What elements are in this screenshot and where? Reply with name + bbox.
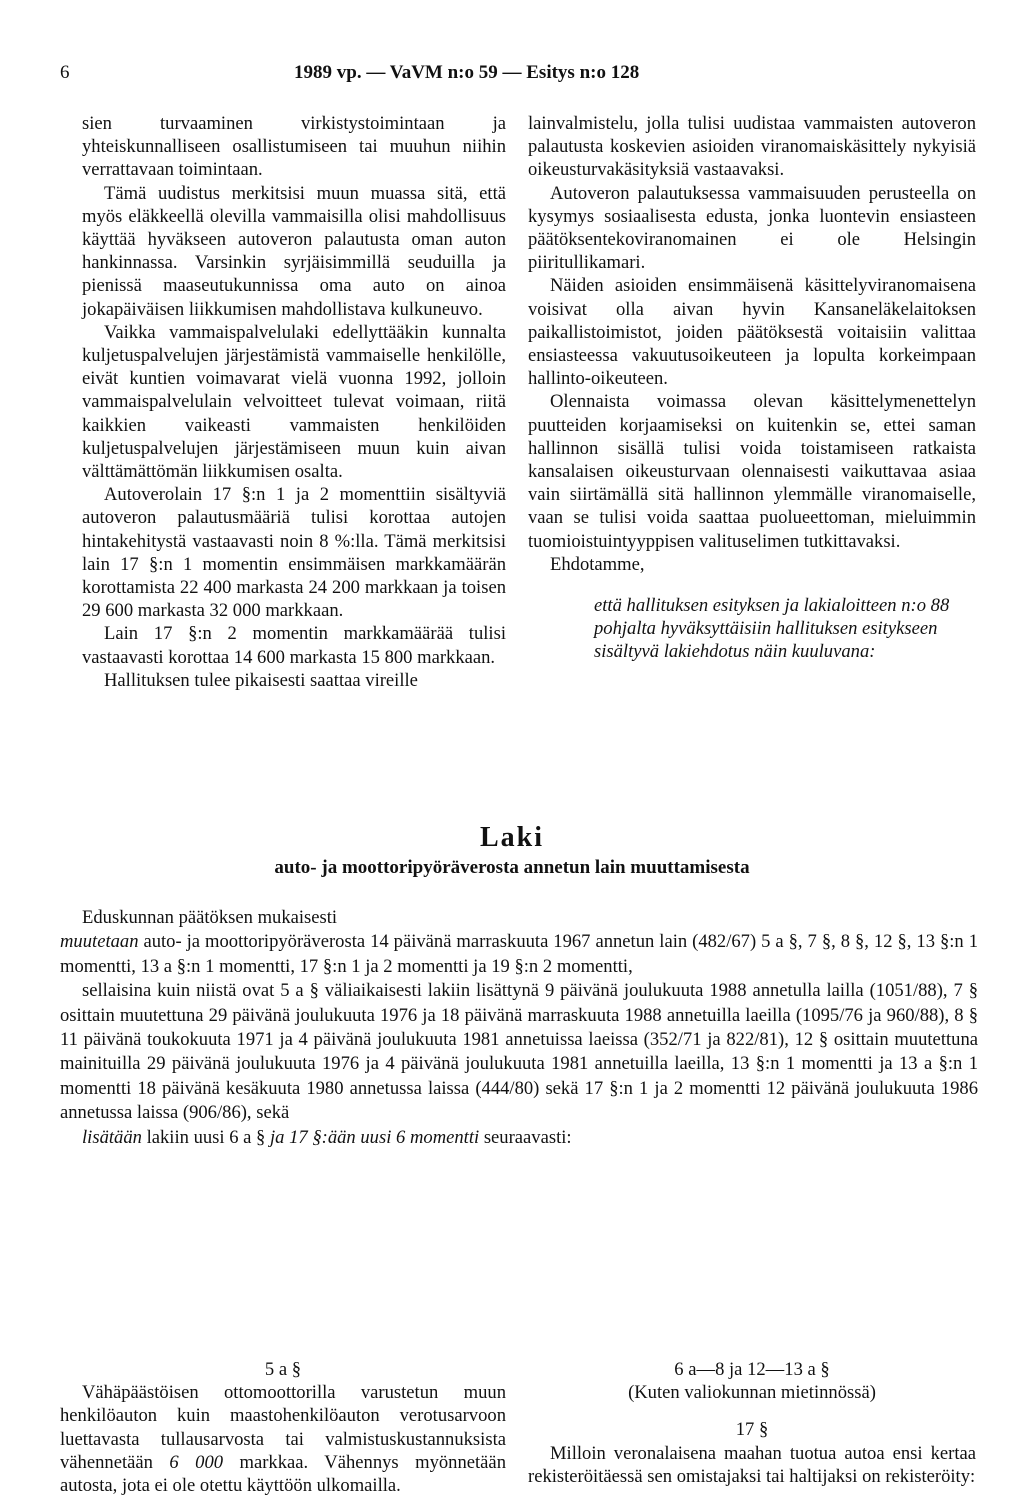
paragraph: sien turvaaminen virkistystoimintaan ja yhteiskunnalliseen osallistumiseen tai muuhun niihin verrattavaan toimintaan. (82, 113, 506, 181)
section-text (60, 1381, 506, 1497)
page-number: 6 (60, 62, 70, 83)
law-title: Laki (479, 822, 545, 853)
amended-word: muutetaan (60, 931, 139, 953)
section-text-part: markkaa. Vähennys myönnetään autosta, jota ei ole otettu käyttöön ulkomailla. (60, 1451, 506, 1497)
paragraph: Tämä uudistus merkitsisi muun muassa sitä, että myös eläkkeellä olevilla vammaisilla olisi mahdollisuus käyttää hyväkseen autoveron palautusta oman auton hankinnassa. Varsinkin syrjäisimmillä seuduilla ja pienissä maaseutukunnissa oma auto on ainoa jokapäiväisen liikkumisen mahdollistava kulkuneuvo. (82, 182, 506, 320)
paragraph: Vaikka vammaispalvelulaki edellyttääkin kunnalta kuljetuspalvelujen järjestämistä vammaiselle henkilölle, eivät kuntien voimavarat vielä vuonna 1992, jolloin vammaispalvelulain velvoitteet tulevat voimaan, riitä kaikkien vaikeasti vammaisten henkilöiden kuljetuspalvelujen järjestämiseen muun kuin aivan välttämättömän liikkumisen osalta. (82, 321, 506, 483)
paragraph: Olennaista voimassa olevan käsittelymenettelyn puutteiden korjaamiseksi on kuitenkin se, ettei saman hallinnon sisällä tulisi voida toistamiseen ratkaista kansalaisen oikeusturvaan olennaisesti vaikuttavaa asiaa vain siirtämällä sitä hallinnon ylemmälle viranomaiselle, vaan se tulisi voida saattaa puolueettoman, mieluimmin tuomioistuintyyppisen valituselimen tutkittavaksi. (528, 391, 976, 552)
section-heading: 17 § (735, 1419, 769, 1441)
paragraph: Näiden asioiden ensimmäisenä käsittelyviranomaisena voisivat olla aivan hyvin Kansaneläkelaitoksen paikallistoimistot, joiden päätöksestä voitaisiin valittaa ensiasteessa vakuutusoikeuteen ja lopulta korkeimpaan hallinto-oikeuteen. (528, 275, 976, 390)
paragraph: Autoveron palautuksessa vammaisuuden perusteella on kysymys sosiaalisesta edusta, jonka luontevin ensiasteen päätöksentekoviranomainen ei ole Helsingin piiritullikamari. (528, 182, 976, 274)
paragraph: Autoverolain 17 §:n 1 ja 2 momenttiin sisältyviä autoveron palautusmääriä tulisi korottaa autojen hintakehitystä vastaavasti noin 8 %:lla. Tämä merkitsisi lain 17 §:n 1 momentin ensimmäisen markkamäärän korottamista 22 400 markasta 24 200 markkaan ja toisen 29 600 markasta 32 000 markkaan. (82, 484, 506, 622)
amended-text: auto- ja moottoripyöräverosta 14 päivänä marraskuuta 1967 annetun lain (482/67) 5 a §, 7 §, 8 §, 12 §, 13 §:n 1 momentti, 13 a §:n 1 momentti, 17 §:n 1 ja 2 momentti ja 19 §:n 2 momentti, (60, 931, 978, 977)
added-italic-text: ja 17 §:ään uusi 6 momentti (270, 1126, 480, 1148)
page-header (60, 62, 970, 92)
added-word: lisätään (82, 1126, 142, 1148)
addition-paragraph (60, 1126, 978, 1150)
proposal-text: että hallituksen esityksen ja lakialoitteen n:o 88 pohjalta hyväksyttäisiin hallituksen esitykseen sisältyvä lakiehdotus näin kuuluvana: (594, 595, 950, 663)
right-column (528, 112, 976, 664)
amendment-paragraph (60, 930, 978, 979)
law-preamble (60, 906, 978, 1150)
section-heading: 6 a—8 ja 12—13 a § (674, 1359, 830, 1380)
sections-right (528, 1358, 976, 1488)
deduction-amount: 6 000 (169, 1451, 224, 1473)
added-text-end: seuraavasti: (479, 1126, 572, 1148)
section-text-part: Vähäpäästöisen ottomoottorilla varustetun muun henkilöauton kuin maastohenkilöauton verotusarvoon luettavasta tullausarvosta tai valmistuskustannuksista vähennetään (60, 1382, 506, 1473)
added-text: lakiin uusi 6 a § (141, 1126, 270, 1148)
law-subtitle: auto- ja moottoripyöräverosta annetun lain muuttamisesta (274, 857, 750, 878)
enacting-clause: Eduskunnan päätöksen mukaisesti (82, 907, 338, 928)
section-5a (60, 1358, 506, 1497)
paragraph: lainvalmistelu, jolla tulisi uudistaa vammaisten autoveron palautusta koskevien asioiden viranomaiskäsittely nykyisiä oikeusturvakäsityksiä vastaavaksi. (528, 113, 976, 181)
running-head: 1989 vp. — VaVM n:o 59 — Esitys n:o 128 (294, 62, 640, 83)
left-column (82, 112, 506, 692)
section-note: (Kuten valiokunnan mietinnössä) (628, 1382, 876, 1404)
paragraph: Lain 17 §:n 2 momentin markkamäärää tulisi vastaavasti korottaa 14 600 markasta 15 800 markkaan. (82, 623, 506, 668)
section-text: Milloin veronalaisena maahan tuotua autoa ensi kertaa rekisteröitäessä sen omistajaksi tai haltijaksi on rekisteröity: (528, 1442, 976, 1487)
paragraph: Hallituksen tulee pikaisesti saattaa vireille (104, 669, 418, 691)
paragraph: Ehdotamme, (550, 553, 645, 575)
section-heading: 5 a § (264, 1359, 302, 1380)
as-is-paragraph: sellaisina kuin niistä ovat 5 a § väliaikaisesti lakiin lisättynä 9 päivänä joulukuuta 1988 annetulla lailla (1051/88), 7 § osittain muutettuna 29 päivänä joulukuuta 1976 ja 18 päivänä marraskuuta 1988 annetuilla laeilla (1095/76 ja 960/88), 8 § 11 päivänä toukokuuta 1971 ja 4 päivänä joulukuuta 1981 annetuissa laeissa (352/71 ja 822/81), 12 § osittain muutettuna mainituilla 29 päivänä joulukuuta 1976 ja 4 päivänä joulukuuta 1981 annetuilla laeilla, 13 §:n 1 momentti ja 13 a §:n 1 momentti 18 päivänä kesäkuuta 1980 annetussa laissa (444/80) sekä 17 §:n 1 ja 2 momentti 12 päivänä joulukuuta 1986 annetussa laissa (906/86), sekä (60, 980, 978, 1124)
